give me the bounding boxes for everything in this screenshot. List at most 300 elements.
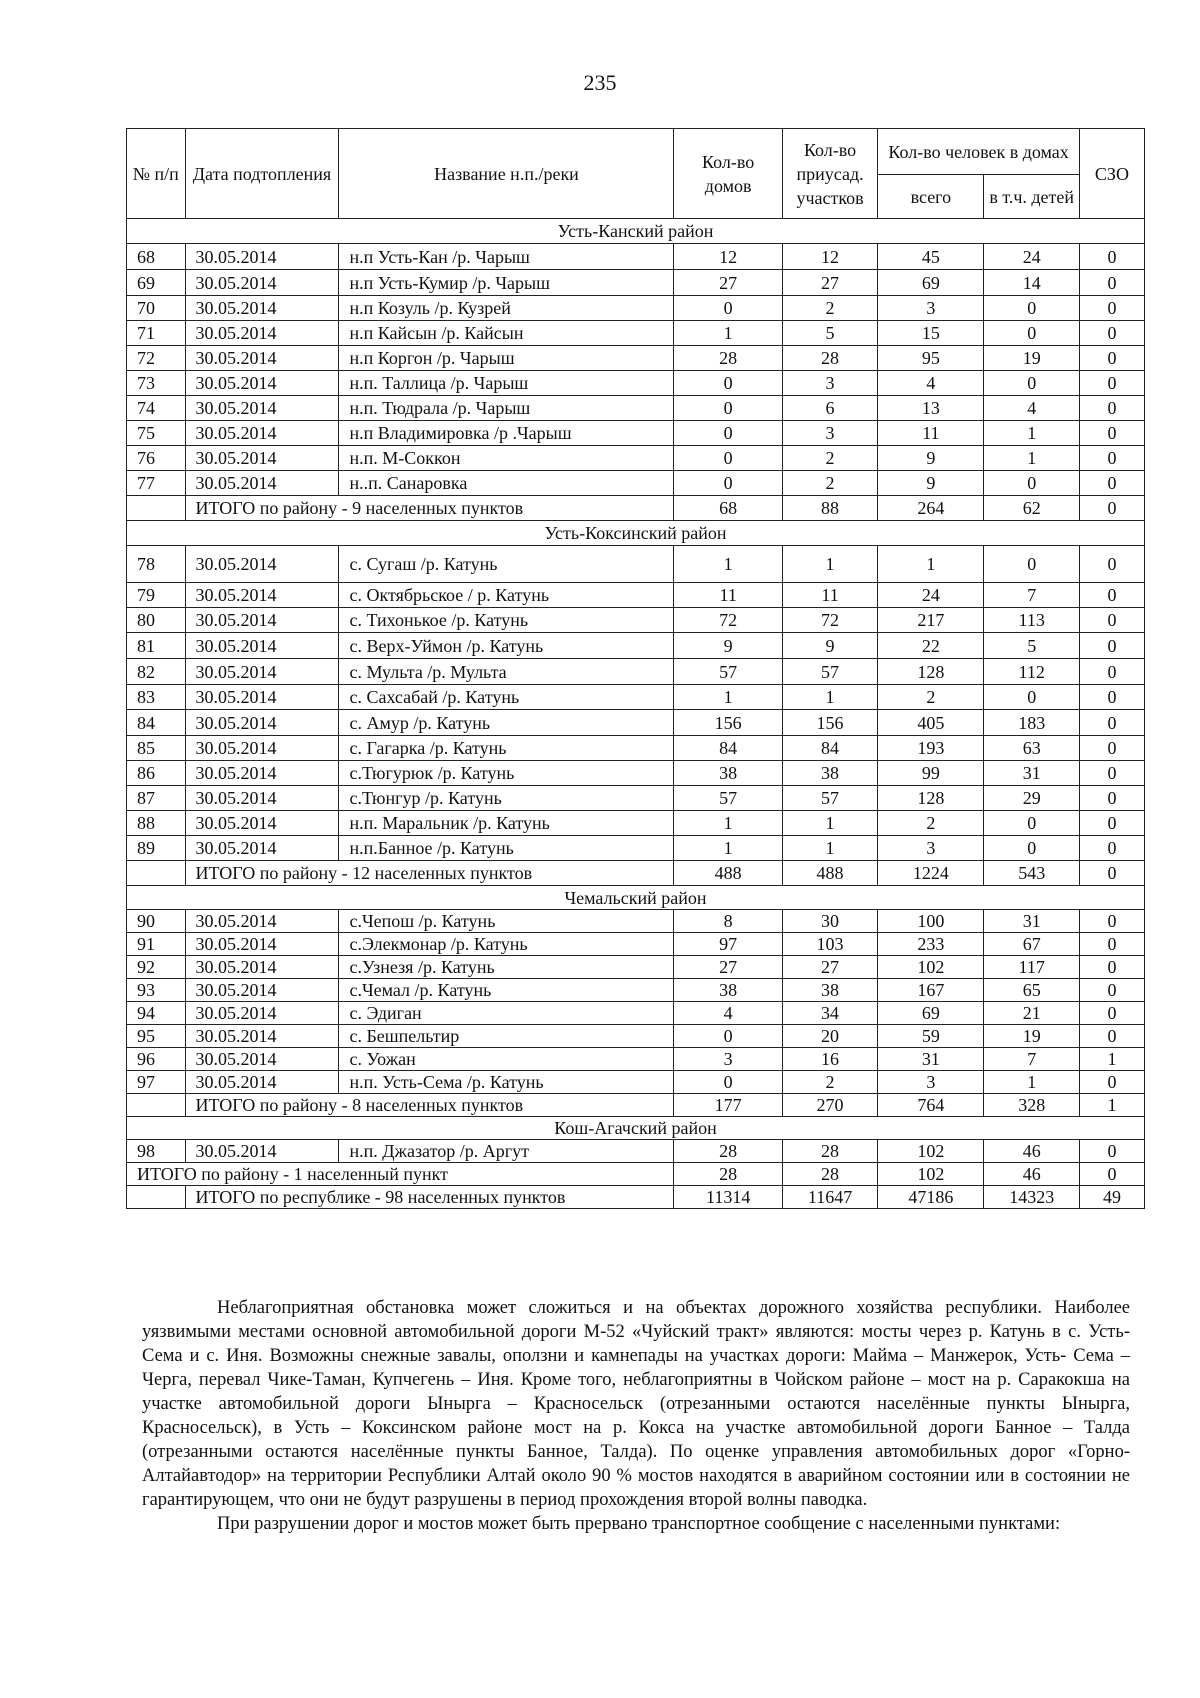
grand-total-row — [127, 1186, 1145, 1209]
table-cell: 1 — [782, 685, 877, 710]
table-cell: 30.05.2014 — [185, 583, 339, 608]
subtotal-cell: 68 — [674, 496, 782, 521]
table-cell: 28 — [674, 346, 782, 371]
table-cell: 30.05.2014 — [185, 685, 339, 710]
table-cell: 84 — [782, 736, 877, 761]
table-cell: 85 — [127, 736, 186, 761]
table-cell: 22 — [878, 633, 984, 659]
subtotal-cell: 1 — [1079, 1094, 1144, 1117]
grand-total-cell: 11314 — [674, 1186, 782, 1209]
table-row — [127, 421, 1145, 446]
table-cell: 30.05.2014 — [185, 1002, 339, 1025]
grand-total-cell: 47186 — [878, 1186, 984, 1209]
table-cell: 30.05.2014 — [185, 736, 339, 761]
table-cell: 0 — [1079, 736, 1144, 761]
table-cell: 89 — [127, 836, 186, 861]
table-cell: 1 — [782, 836, 877, 861]
table-cell: 81 — [127, 633, 186, 659]
table-cell: 2 — [782, 1071, 877, 1094]
table-cell: 30.05.2014 — [185, 1048, 339, 1071]
table-cell: 0 — [674, 1025, 782, 1048]
table-cell: 102 — [878, 1140, 984, 1163]
table-cell: 30.05.2014 — [185, 270, 339, 296]
table-cell: 5 — [984, 633, 1079, 659]
empty-cell — [127, 861, 186, 886]
table-cell: 30.05.2014 — [185, 546, 339, 583]
table-cell: 9 — [782, 633, 877, 659]
table-cell: 30.05.2014 — [185, 633, 339, 659]
table-cell: 1 — [984, 446, 1079, 471]
subtotal-cell: 88 — [782, 496, 877, 521]
table-cell: 0 — [1079, 836, 1144, 861]
table-cell: 38 — [782, 979, 877, 1002]
table-cell: 1 — [878, 546, 984, 583]
table-cell: н.п. Джазатор /р. Аргут — [339, 1140, 674, 1163]
table-cell: 112 — [984, 659, 1079, 685]
table-cell: 72 — [782, 608, 877, 633]
section-row — [127, 219, 1145, 244]
table-cell: 217 — [878, 608, 984, 633]
table-cell: 29 — [984, 786, 1079, 811]
table-cell: 113 — [984, 608, 1079, 633]
table-cell: 99 — [878, 761, 984, 786]
table-cell: 27 — [674, 270, 782, 296]
table-cell: 0 — [1079, 710, 1144, 736]
table-cell: 405 — [878, 710, 984, 736]
table-cell: 30.05.2014 — [185, 979, 339, 1002]
table-cell: 167 — [878, 979, 984, 1002]
table-cell: 0 — [674, 421, 782, 446]
table-cell: 0 — [984, 811, 1079, 836]
table-cell: 82 — [127, 659, 186, 685]
table-cell: 30.05.2014 — [185, 608, 339, 633]
table-cell: 193 — [878, 736, 984, 761]
table-cell: 57 — [674, 659, 782, 685]
table-cell: н.п Козуль /р. Кузрей — [339, 296, 674, 321]
table-cell: н.п. Маральник /р. Катунь — [339, 811, 674, 836]
table-cell: 12 — [674, 244, 782, 270]
table-cell: с. Гагарка /р. Катунь — [339, 736, 674, 761]
table-cell: 78 — [127, 546, 186, 583]
table-cell: 3 — [878, 1071, 984, 1094]
table-cell: 117 — [984, 956, 1079, 979]
table-cell: 233 — [878, 933, 984, 956]
table-cell: 12 — [782, 244, 877, 270]
table-cell: 0 — [1079, 659, 1144, 685]
table-cell: 92 — [127, 956, 186, 979]
table-cell: 7 — [984, 1048, 1079, 1071]
table-cell: 0 — [984, 321, 1079, 346]
table-cell: 30.05.2014 — [185, 346, 339, 371]
table-cell: 0 — [674, 446, 782, 471]
table-cell: 34 — [782, 1002, 877, 1025]
table-cell: 0 — [984, 296, 1079, 321]
table-cell: 75 — [127, 421, 186, 446]
table-cell: с.Чепош /р. Катунь — [339, 910, 674, 933]
table-cell: 0 — [674, 1071, 782, 1094]
table-cell: н.п.Банное /р. Катунь — [339, 836, 674, 861]
table-cell: 0 — [984, 546, 1079, 583]
table-cell: н.п Усть-Кумир /р. Чарыш — [339, 270, 674, 296]
table-row — [127, 836, 1145, 861]
grand-total-label: ИТОГО по республике - 98 населенных пунктов — [185, 1186, 674, 1209]
table-row — [127, 1025, 1145, 1048]
table-cell: 128 — [878, 786, 984, 811]
table-row — [127, 321, 1145, 346]
table-cell: 30.05.2014 — [185, 933, 339, 956]
table-cell: 30.05.2014 — [185, 910, 339, 933]
empty-cell — [127, 1094, 186, 1117]
subtotal-row — [127, 496, 1145, 521]
table-cell: 20 — [782, 1025, 877, 1048]
table-cell: н.п Кайсын /р. Кайсын — [339, 321, 674, 346]
subtotal-row — [127, 1163, 1145, 1186]
table-cell: 45 — [878, 244, 984, 270]
subtotal-row — [127, 1094, 1145, 1117]
table-cell: 0 — [1079, 1025, 1144, 1048]
table-cell: 0 — [1079, 685, 1144, 710]
table-cell: 90 — [127, 910, 186, 933]
table-cell: 4 — [878, 371, 984, 396]
subtotal-label: ИТОГО по району - 8 населенных пунктов — [185, 1094, 674, 1117]
table-cell: 30.05.2014 — [185, 786, 339, 811]
table-cell: 30.05.2014 — [185, 471, 339, 496]
table-cell: 3 — [878, 296, 984, 321]
table-cell: 4 — [984, 396, 1079, 421]
table-row — [127, 710, 1145, 736]
table-cell: с. Мульта /р. Мульта — [339, 659, 674, 685]
table-cell: 1 — [984, 1071, 1079, 1094]
table-row — [127, 608, 1145, 633]
table-cell: 0 — [1079, 296, 1144, 321]
table-cell: 19 — [984, 346, 1079, 371]
subtotal-cell: 28 — [782, 1163, 877, 1186]
table-cell: 38 — [782, 761, 877, 786]
table-row — [127, 1048, 1145, 1071]
table-row — [127, 811, 1145, 836]
section-title: Чемальский район — [127, 886, 1145, 910]
subtotal-cell: 28 — [674, 1163, 782, 1186]
table-cell: 84 — [127, 710, 186, 736]
table-cell: 80 — [127, 608, 186, 633]
table-cell: 0 — [984, 371, 1079, 396]
table-cell: 0 — [1079, 956, 1144, 979]
table-cell: 30.05.2014 — [185, 811, 339, 836]
table-row — [127, 1071, 1145, 1094]
table-cell: 68 — [127, 244, 186, 270]
table-cell: 96 — [127, 1048, 186, 1071]
table-cell: 30.05.2014 — [185, 761, 339, 786]
header-houses: Кол-во домов — [674, 129, 782, 219]
table-cell: 1 — [674, 836, 782, 861]
table-cell: 0 — [984, 471, 1079, 496]
table-cell: 1 — [1079, 1048, 1144, 1071]
table-cell: 30.05.2014 — [185, 446, 339, 471]
table-cell: 74 — [127, 396, 186, 421]
table-cell: 0 — [984, 685, 1079, 710]
section-title: Кош-Агачский район — [127, 1117, 1145, 1140]
table-cell: 0 — [1079, 933, 1144, 956]
table-cell: 91 — [127, 933, 186, 956]
table-cell: н..п. Санаровка — [339, 471, 674, 496]
table-cell: с. Тихонькое /р. Катунь — [339, 608, 674, 633]
table-cell: 8 — [674, 910, 782, 933]
table-cell: 19 — [984, 1025, 1079, 1048]
table-cell: 72 — [674, 608, 782, 633]
table-row — [127, 296, 1145, 321]
table-row — [127, 761, 1145, 786]
table-cell: 21 — [984, 1002, 1079, 1025]
table-cell: 2 — [782, 446, 877, 471]
table-cell: с. Уожан — [339, 1048, 674, 1071]
subtotal-cell: 328 — [984, 1094, 1079, 1117]
table-cell: с.Тюнгур /р. Катунь — [339, 786, 674, 811]
table-cell: 0 — [1079, 786, 1144, 811]
subtotal-cell: 46 — [984, 1163, 1079, 1186]
table-cell: 57 — [782, 659, 877, 685]
table-cell: с. Сахсабай /р. Катунь — [339, 685, 674, 710]
page-number: 235 — [583, 70, 617, 95]
table-cell: 63 — [984, 736, 1079, 761]
table-cell: 11 — [674, 583, 782, 608]
table-cell: 6 — [782, 396, 877, 421]
header-people: Кол-во человек в домах — [878, 129, 1080, 175]
table-cell: с. Сугаш /р. Катунь — [339, 546, 674, 583]
subtotal-cell: 488 — [674, 861, 782, 886]
table-cell: 59 — [878, 1025, 984, 1048]
table-cell: 11 — [782, 583, 877, 608]
table-cell: 86 — [127, 761, 186, 786]
table-cell: с. Амур /р. Катунь — [339, 710, 674, 736]
table-cell: 72 — [127, 346, 186, 371]
paragraph: При разрушении дорог и мостов может быть прервано транспортное сообщение с населенными пунктами: — [217, 1514, 1061, 1534]
table-cell: 31 — [878, 1048, 984, 1071]
table-cell: 5 — [782, 321, 877, 346]
table-cell: 27 — [674, 956, 782, 979]
table-header — [127, 129, 1145, 219]
table-cell: с. Эдиган — [339, 1002, 674, 1025]
subtotal-cell: 264 — [878, 496, 984, 521]
table-row — [127, 244, 1145, 270]
table-cell: 4 — [674, 1002, 782, 1025]
table-cell: 3 — [674, 1048, 782, 1071]
table-cell: 65 — [984, 979, 1079, 1002]
table-cell: 183 — [984, 710, 1079, 736]
header-num: № п/п — [127, 129, 186, 219]
table-cell: 2 — [878, 685, 984, 710]
table-cell: 27 — [782, 956, 877, 979]
table-cell: 57 — [782, 786, 877, 811]
table-cell: 1 — [984, 421, 1079, 446]
table-cell: 30.05.2014 — [185, 1025, 339, 1048]
table-cell: 30.05.2014 — [185, 836, 339, 861]
table-cell: н.п Владимировка /р .Чарыш — [339, 421, 674, 446]
subtotal-cell: 764 — [878, 1094, 984, 1117]
table-cell: 0 — [1079, 321, 1144, 346]
table-cell: 30.05.2014 — [185, 1071, 339, 1094]
table-cell: 30.05.2014 — [185, 710, 339, 736]
table-cell: 30.05.2014 — [185, 321, 339, 346]
table-cell: 0 — [1079, 910, 1144, 933]
table-cell: 0 — [1079, 546, 1144, 583]
table-cell: 0 — [984, 836, 1079, 861]
table-cell: 69 — [878, 270, 984, 296]
subtotal-label: ИТОГО по району - 1 населенный пункт — [127, 1163, 674, 1186]
table-cell: 0 — [1079, 608, 1144, 633]
header-total: всего — [878, 175, 984, 219]
header-szo: СЗО — [1079, 129, 1144, 219]
header-plots: Кол-во приусад. участков — [782, 129, 877, 219]
table-cell: 0 — [1079, 1071, 1144, 1094]
table-cell: 14 — [984, 270, 1079, 296]
table-row — [127, 270, 1145, 296]
table-cell: 38 — [674, 761, 782, 786]
paragraph: Неблагоприятная обстановка может сложиться и на объектах дорожного хозяйства республики. Наиболее уязвимыми местами основной автомобильной дороги М-52 «Чуйский тракт» являются: мосты через р. Катунь в с. Усть-Сема и с. Иня. Возможны снежные завалы, оползни и камнепады на участках дороги: Майма – Манжерок, Усть- Сема – Черга, перевал Чике-Таман, Купчегень – Иня. Кроме того, неблагоприятны в Чойском районе – мост на р. Саракокша на участке автомобильной дороги Ыныргa – Красносельск (отрезанными остаются населённые пункты Ынырга, Красносельск), в Усть – Коксинском районе мост на р. Кокса на участке автомобильной дороги Банное – Талда (отрезанными остаются населённые пункты Банное, Талда). По оценке управления автомобильных дорог «Горно-Алтайавтодор» на территории Республики Алтай около 90 % мостов находятся в аварийном состоянии или в состоянии не гарантирующем, что они не будут разрушены в период прохождения второй волны паводка. — [142, 1298, 1130, 1510]
table-cell: 0 — [1079, 446, 1144, 471]
table-cell: 31 — [984, 910, 1079, 933]
table-cell: 100 — [878, 910, 984, 933]
table-cell: 0 — [1079, 633, 1144, 659]
subtotal-label: ИТОГО по району - 12 населенных пунктов — [185, 861, 674, 886]
table-row — [127, 1002, 1145, 1025]
table-row — [127, 933, 1145, 956]
section-row — [127, 886, 1145, 910]
table-cell: 0 — [1079, 1140, 1144, 1163]
table-cell: 97 — [674, 933, 782, 956]
body-text — [142, 1296, 1130, 1536]
table-cell: 3 — [782, 421, 877, 446]
grand-total-cell: 14323 — [984, 1186, 1079, 1209]
table-cell: 30.05.2014 — [185, 659, 339, 685]
table-cell: 3 — [782, 371, 877, 396]
table-body — [127, 219, 1145, 1209]
subtotal-cell: 0 — [1079, 1163, 1144, 1186]
section-row — [127, 521, 1145, 546]
table-cell: 0 — [1079, 471, 1144, 496]
section-title: Усть-Коксинский район — [127, 521, 1145, 546]
table-cell: 102 — [878, 956, 984, 979]
table-row — [127, 583, 1145, 608]
table-cell: 77 — [127, 471, 186, 496]
table-row — [127, 786, 1145, 811]
table-cell: 31 — [984, 761, 1079, 786]
subtotal-row — [127, 861, 1145, 886]
table-cell: 11 — [878, 421, 984, 446]
table-row — [127, 685, 1145, 710]
table-cell: н.п. М-Соккон — [339, 446, 674, 471]
table-cell: с. Верх-Уймон /р. Катунь — [339, 633, 674, 659]
table-cell: с.Элекмонар /р. Катунь — [339, 933, 674, 956]
table-cell: 1 — [674, 811, 782, 836]
table-cell: 0 — [1079, 346, 1144, 371]
table-row — [127, 659, 1145, 685]
table-cell: 73 — [127, 371, 186, 396]
table-cell: 0 — [1079, 270, 1144, 296]
table-cell: 2 — [878, 811, 984, 836]
table-cell: 46 — [984, 1140, 1079, 1163]
subtotal-cell: 488 — [782, 861, 877, 886]
table-cell: 0 — [1079, 761, 1144, 786]
table-cell: 156 — [674, 710, 782, 736]
subtotal-cell: 62 — [984, 496, 1079, 521]
table-cell: н.п. Усть-Сема /р. Катунь — [339, 1071, 674, 1094]
table-cell: 30.05.2014 — [185, 956, 339, 979]
table-cell: 2 — [782, 296, 877, 321]
table-row — [127, 471, 1145, 496]
table-cell: 30.05.2014 — [185, 421, 339, 446]
table-cell: 28 — [782, 1140, 877, 1163]
table-cell: 30 — [782, 910, 877, 933]
table-cell: 0 — [674, 396, 782, 421]
table-row — [127, 546, 1145, 583]
subtotal-cell: 543 — [984, 861, 1079, 886]
subtotal-label: ИТОГО по району - 9 населенных пунктов — [185, 496, 674, 521]
table-cell: 0 — [1079, 1002, 1144, 1025]
table-cell: 57 — [674, 786, 782, 811]
table-cell: с.Узнезя /р. Катунь — [339, 956, 674, 979]
table-cell: 88 — [127, 811, 186, 836]
table-cell: н.п. Таллица /р. Чарыш — [339, 371, 674, 396]
table-cell: 28 — [782, 346, 877, 371]
table-row — [127, 979, 1145, 1002]
table-row — [127, 371, 1145, 396]
table-cell: 83 — [127, 685, 186, 710]
table-cell: 0 — [1079, 583, 1144, 608]
table-cell: 30.05.2014 — [185, 1140, 339, 1163]
table-cell: 95 — [127, 1025, 186, 1048]
table-cell: 79 — [127, 583, 186, 608]
table-cell: с.Тюгурюк /р. Катунь — [339, 761, 674, 786]
header-children: в т.ч. детей — [984, 175, 1079, 219]
table-cell: 156 — [782, 710, 877, 736]
table-cell: 98 — [127, 1140, 186, 1163]
table-cell: 1 — [782, 546, 877, 583]
subtotal-cell: 0 — [1079, 861, 1144, 886]
table-cell: 71 — [127, 321, 186, 346]
subtotal-cell: 102 — [878, 1163, 984, 1186]
table-cell: 3 — [878, 836, 984, 861]
table-cell: 0 — [1079, 244, 1144, 270]
table-cell: 16 — [782, 1048, 877, 1071]
table-row — [127, 910, 1145, 933]
table-cell: 30.05.2014 — [185, 371, 339, 396]
table-cell: 0 — [674, 471, 782, 496]
table-cell: 0 — [1079, 811, 1144, 836]
subtotal-cell: 1224 — [878, 861, 984, 886]
table-cell: 0 — [674, 296, 782, 321]
table-cell: 103 — [782, 933, 877, 956]
section-row — [127, 1117, 1145, 1140]
table-row — [127, 956, 1145, 979]
table-cell: 87 — [127, 786, 186, 811]
table-cell: 1 — [674, 546, 782, 583]
table-cell: 2 — [782, 471, 877, 496]
table-cell: с.Чемал /р. Катунь — [339, 979, 674, 1002]
header-date: Дата подтопления — [185, 129, 339, 219]
table-row — [127, 633, 1145, 659]
table-cell: 94 — [127, 1002, 186, 1025]
table-cell: с. Бешпельтир — [339, 1025, 674, 1048]
table-cell: с. Октябрьское / р. Катунь — [339, 583, 674, 608]
table-row — [127, 736, 1145, 761]
table-row — [127, 446, 1145, 471]
table-cell: 0 — [1079, 979, 1144, 1002]
table-cell: 9 — [878, 471, 984, 496]
table-cell: н.п Усть-Кан /р. Чарыш — [339, 244, 674, 270]
table-cell: 1 — [674, 321, 782, 346]
empty-cell — [127, 496, 186, 521]
header-name: Название н.п./реки — [339, 129, 674, 219]
